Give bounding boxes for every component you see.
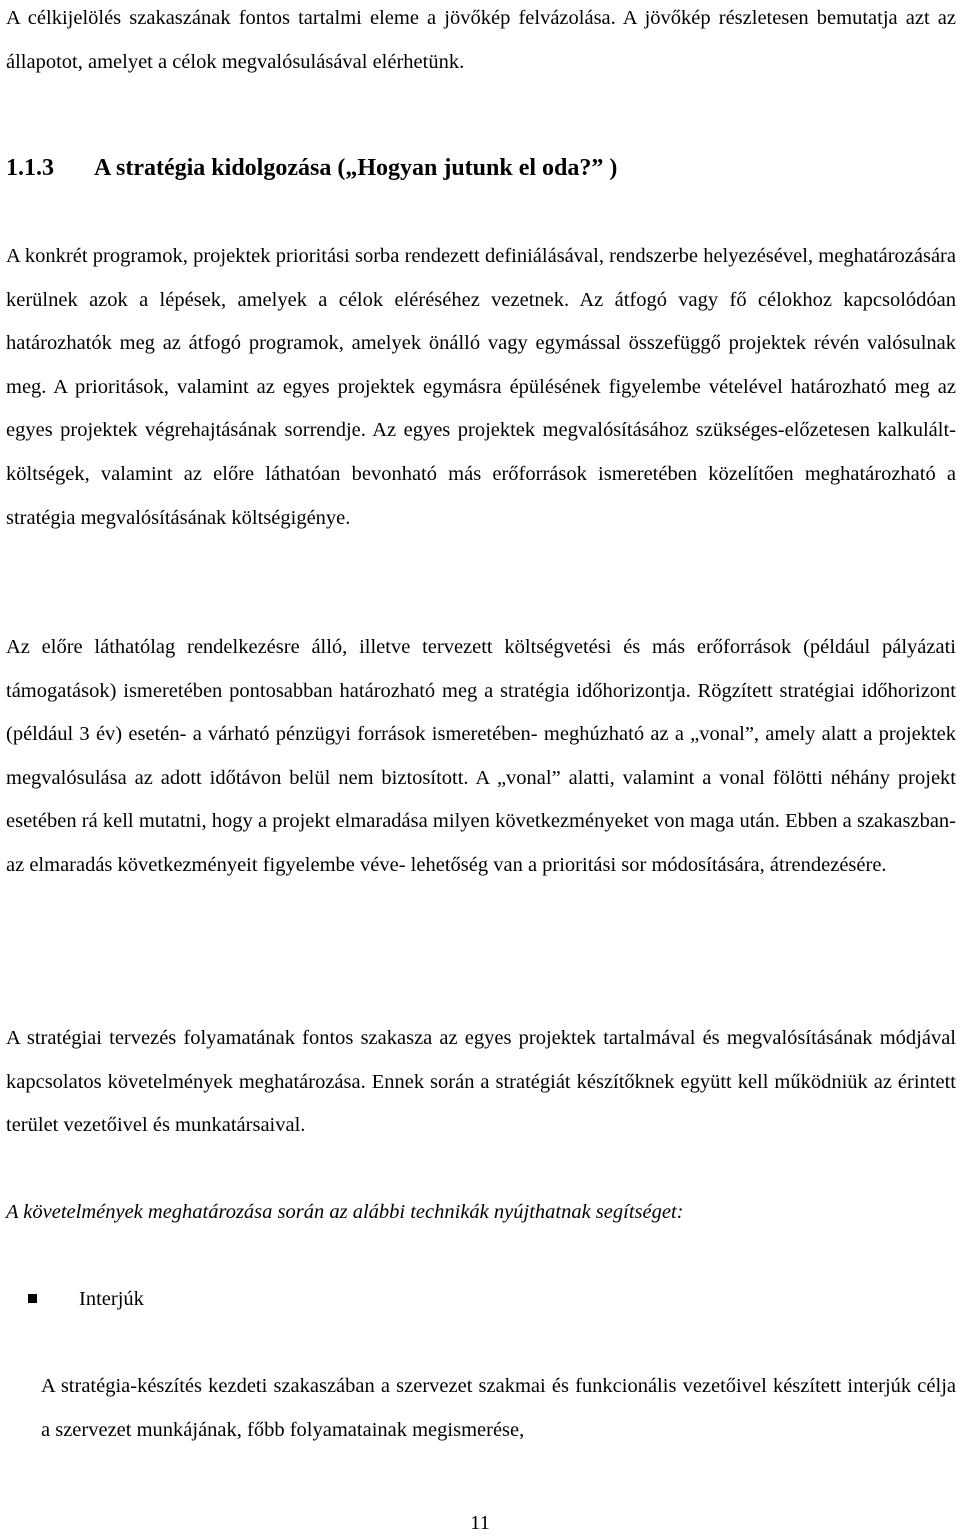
intro-paragraph: A célkijelölés szakaszának fontos tartalmi eleme a jövőkép felvázolása. A jövőkép részletesen bemutatja azt az állapotot, amelyet a célok megvalósulásával elérhetünk.	[6, 7, 956, 73]
section-title: A stratégia kidolgozása („Hogyan jutunk el oda?” )	[94, 155, 618, 181]
section-heading	[6, 148, 617, 188]
body-paragraph-2: Az előre láthatólag rendelkezésre álló, illetve tervezett költségvetési és más erőforrások (például pályázati támogatások) ismeretében pontosabban határozható meg a stratégia időhorizontja. Rögzített stratégiai időhorizont (például 3 év) esetén- a várható pénzügyi források ismeretében- meghúzható az a „vonal”, amely alatt a projektek megvalósulása az adott időtávon belül nem biztosított. A „vonal” alatti, valamint a vonal fölötti néhány projekt esetében rá kell mutatni, hogy a projekt elmaradása milyen következményeket von maga után. Ebben a szakaszban- az elmaradás következményeit figyelembe véve- lehetőség van a prioritási sor módosítására, átrendezésére.	[6, 636, 956, 876]
bullet-label: Interjúk	[79, 1288, 144, 1310]
body-paragraph-1: A konkrét programok, projektek prioritási sorba rendezett definiálásával, rendszerbe helyezésével, meghatározására kerülnek azok a lépések, amelyek a célok eléréséhez vezetnek. Az átfogó vagy fő célokhoz kapcsolódóan határozhatók meg az átfogó programok, amelyek önálló vagy egymással összefüggő projektek révén valósulnak meg. A prioritások, valamint az egyes projektek egymásra épülésének figyelembe vételével határozható meg az egyes projektek végrehajtásának sorrendje. Az egyes projektek megvalósításához szükséges-előzetesen kalkulált- költségek, valamint az előre láthatóan bevonható más erőforrások ismeretében közelítően meghatározható a stratégia megvalósításának költségigénye.	[6, 245, 956, 529]
square-bullet-icon	[28, 1294, 37, 1303]
body-paragraph-3: A stratégiai tervezés folyamatának fontos szakasza az egyes projektek tartalmával és megvalósításának módjával kapcsolatos követelmények meghatározása. Ennek során a stratégiát készítőknek együtt kell működniük az érintett terület vezetőivel és munkatársaival.	[6, 1027, 956, 1137]
section-number: 1.1.3	[6, 155, 54, 181]
bullet-paragraph: A stratégia-készítés kezdeti szakaszában a szervezet szakmai és funkcionális vezetőivel készített interjúk célja a szervezet munkájának, főbb folyamatainak megismerése,	[41, 1375, 956, 1441]
italic-lead-in: A követelmények meghatározása során az alábbi technikák nyújthatnak segítséget:	[6, 1201, 684, 1223]
page-number: 11	[470, 1512, 490, 1534]
